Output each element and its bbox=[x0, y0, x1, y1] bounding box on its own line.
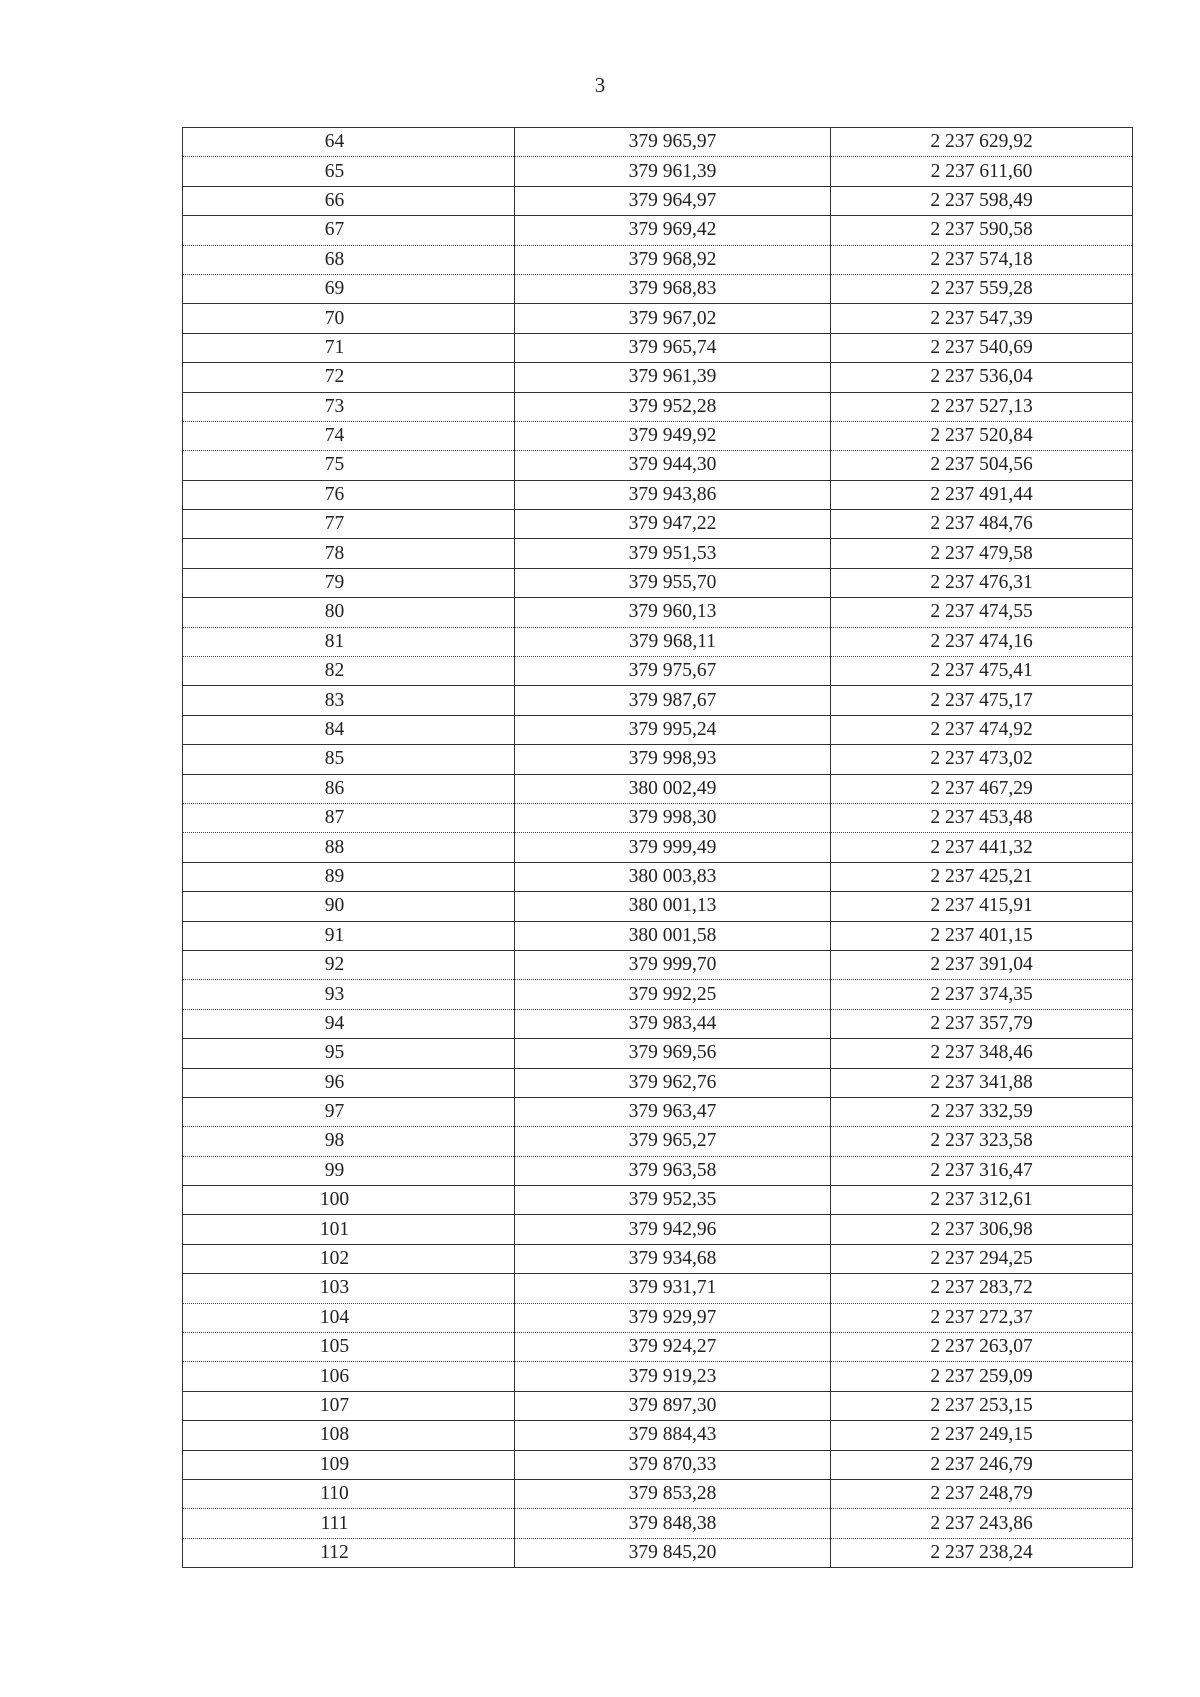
y-coordinate-cell: 2 237 323,58 bbox=[831, 1127, 1133, 1156]
table-row bbox=[183, 392, 1133, 421]
point-number-cell: 85 bbox=[183, 745, 515, 774]
y-coordinate-cell: 2 237 243,86 bbox=[831, 1509, 1133, 1538]
y-coordinate-cell: 2 237 479,58 bbox=[831, 539, 1133, 568]
point-number-cell: 104 bbox=[183, 1303, 515, 1332]
y-coordinate-cell: 2 237 283,72 bbox=[831, 1274, 1133, 1303]
x-coordinate-cell: 379 897,30 bbox=[515, 1391, 831, 1420]
table-row bbox=[183, 451, 1133, 480]
point-number-cell: 97 bbox=[183, 1097, 515, 1126]
point-number-cell: 109 bbox=[183, 1450, 515, 1479]
y-coordinate-cell: 2 237 474,92 bbox=[831, 715, 1133, 744]
y-coordinate-cell: 2 237 246,79 bbox=[831, 1450, 1133, 1479]
x-coordinate-cell: 379 924,27 bbox=[515, 1333, 831, 1362]
y-coordinate-cell: 2 237 415,91 bbox=[831, 892, 1133, 921]
table-row bbox=[183, 627, 1133, 656]
y-coordinate-cell: 2 237 629,92 bbox=[831, 128, 1133, 157]
y-coordinate-cell: 2 237 253,15 bbox=[831, 1391, 1133, 1420]
point-number-cell: 77 bbox=[183, 510, 515, 539]
y-coordinate-cell: 2 237 272,37 bbox=[831, 1303, 1133, 1332]
table-row bbox=[183, 1450, 1133, 1479]
y-coordinate-cell: 2 237 249,15 bbox=[831, 1421, 1133, 1450]
point-number-cell: 81 bbox=[183, 627, 515, 656]
table-row bbox=[183, 568, 1133, 597]
point-number-cell: 105 bbox=[183, 1333, 515, 1362]
y-coordinate-cell: 2 237 491,44 bbox=[831, 480, 1133, 509]
y-coordinate-cell: 2 237 391,04 bbox=[831, 950, 1133, 979]
table-row bbox=[183, 1303, 1133, 1332]
x-coordinate-cell: 379 931,71 bbox=[515, 1274, 831, 1303]
point-number-cell: 78 bbox=[183, 539, 515, 568]
x-coordinate-cell: 379 968,83 bbox=[515, 274, 831, 303]
point-number-cell: 64 bbox=[183, 128, 515, 157]
x-coordinate-cell: 379 952,35 bbox=[515, 1186, 831, 1215]
point-number-cell: 95 bbox=[183, 1039, 515, 1068]
x-coordinate-cell: 379 951,53 bbox=[515, 539, 831, 568]
x-coordinate-cell: 379 968,92 bbox=[515, 245, 831, 274]
table-row bbox=[183, 128, 1133, 157]
point-number-cell: 68 bbox=[183, 245, 515, 274]
x-coordinate-cell: 379 987,67 bbox=[515, 686, 831, 715]
table-row bbox=[183, 833, 1133, 862]
table-row bbox=[183, 657, 1133, 686]
x-coordinate-cell: 379 965,74 bbox=[515, 333, 831, 362]
x-coordinate-cell: 379 963,47 bbox=[515, 1097, 831, 1126]
point-number-cell: 108 bbox=[183, 1421, 515, 1450]
point-number-cell: 79 bbox=[183, 568, 515, 597]
x-coordinate-cell: 379 999,70 bbox=[515, 950, 831, 979]
coordinates-table bbox=[182, 127, 1133, 1568]
x-coordinate-cell: 379 962,76 bbox=[515, 1068, 831, 1097]
x-coordinate-cell: 379 848,38 bbox=[515, 1509, 831, 1538]
y-coordinate-cell: 2 237 453,48 bbox=[831, 803, 1133, 832]
table-row bbox=[183, 921, 1133, 950]
table-row bbox=[183, 333, 1133, 362]
table-row bbox=[183, 1156, 1133, 1185]
x-coordinate-cell: 379 961,39 bbox=[515, 157, 831, 186]
x-coordinate-cell: 379 947,22 bbox=[515, 510, 831, 539]
point-number-cell: 80 bbox=[183, 598, 515, 627]
page-number: 3 bbox=[594, 73, 606, 97]
point-number-cell: 82 bbox=[183, 657, 515, 686]
point-number-cell: 96 bbox=[183, 1068, 515, 1097]
x-coordinate-cell: 379 967,02 bbox=[515, 304, 831, 333]
x-coordinate-cell: 380 003,83 bbox=[515, 862, 831, 891]
x-coordinate-cell: 379 952,28 bbox=[515, 392, 831, 421]
table-row bbox=[183, 421, 1133, 450]
point-number-cell: 94 bbox=[183, 1009, 515, 1038]
y-coordinate-cell: 2 237 341,88 bbox=[831, 1068, 1133, 1097]
y-coordinate-cell: 2 237 248,79 bbox=[831, 1479, 1133, 1508]
y-coordinate-cell: 2 237 357,79 bbox=[831, 1009, 1133, 1038]
y-coordinate-cell: 2 237 474,55 bbox=[831, 598, 1133, 627]
table-row bbox=[183, 980, 1133, 1009]
x-coordinate-cell: 379 870,33 bbox=[515, 1450, 831, 1479]
point-number-cell: 72 bbox=[183, 363, 515, 392]
point-number-cell: 88 bbox=[183, 833, 515, 862]
x-coordinate-cell: 379 965,97 bbox=[515, 128, 831, 157]
table-row bbox=[183, 304, 1133, 333]
table-row bbox=[183, 539, 1133, 568]
x-coordinate-cell: 379 965,27 bbox=[515, 1127, 831, 1156]
point-number-cell: 112 bbox=[183, 1538, 515, 1567]
x-coordinate-cell: 379 975,67 bbox=[515, 657, 831, 686]
y-coordinate-cell: 2 237 540,69 bbox=[831, 333, 1133, 362]
x-coordinate-cell: 379 943,86 bbox=[515, 480, 831, 509]
point-number-cell: 93 bbox=[183, 980, 515, 1009]
table-row bbox=[183, 274, 1133, 303]
x-coordinate-cell: 379 853,28 bbox=[515, 1479, 831, 1508]
table-row bbox=[183, 950, 1133, 979]
x-coordinate-cell: 379 960,13 bbox=[515, 598, 831, 627]
table-row bbox=[183, 216, 1133, 245]
point-number-cell: 98 bbox=[183, 1127, 515, 1156]
table-row bbox=[183, 803, 1133, 832]
point-number-cell: 86 bbox=[183, 774, 515, 803]
point-number-cell: 70 bbox=[183, 304, 515, 333]
y-coordinate-cell: 2 237 484,76 bbox=[831, 510, 1133, 539]
x-coordinate-cell: 379 934,68 bbox=[515, 1244, 831, 1273]
x-coordinate-cell: 379 961,39 bbox=[515, 363, 831, 392]
x-coordinate-cell: 380 001,13 bbox=[515, 892, 831, 921]
table-row bbox=[183, 1009, 1133, 1038]
x-coordinate-cell: 379 969,56 bbox=[515, 1039, 831, 1068]
table-row bbox=[183, 1421, 1133, 1450]
x-coordinate-cell: 379 963,58 bbox=[515, 1156, 831, 1185]
x-coordinate-cell: 379 998,30 bbox=[515, 803, 831, 832]
y-coordinate-cell: 2 237 476,31 bbox=[831, 568, 1133, 597]
table-row bbox=[183, 1333, 1133, 1362]
y-coordinate-cell: 2 237 590,58 bbox=[831, 216, 1133, 245]
table-row bbox=[183, 1479, 1133, 1508]
point-number-cell: 110 bbox=[183, 1479, 515, 1508]
point-number-cell: 83 bbox=[183, 686, 515, 715]
x-coordinate-cell: 379 919,23 bbox=[515, 1362, 831, 1391]
point-number-cell: 71 bbox=[183, 333, 515, 362]
y-coordinate-cell: 2 237 559,28 bbox=[831, 274, 1133, 303]
y-coordinate-cell: 2 237 441,32 bbox=[831, 833, 1133, 862]
x-coordinate-cell: 379 999,49 bbox=[515, 833, 831, 862]
y-coordinate-cell: 2 237 263,07 bbox=[831, 1333, 1133, 1362]
table-row bbox=[183, 510, 1133, 539]
y-coordinate-cell: 2 237 401,15 bbox=[831, 921, 1133, 950]
x-coordinate-cell: 379 955,70 bbox=[515, 568, 831, 597]
point-number-cell: 101 bbox=[183, 1215, 515, 1244]
point-number-cell: 76 bbox=[183, 480, 515, 509]
x-coordinate-cell: 380 002,49 bbox=[515, 774, 831, 803]
x-coordinate-cell: 379 949,92 bbox=[515, 421, 831, 450]
y-coordinate-cell: 2 237 547,39 bbox=[831, 304, 1133, 333]
x-coordinate-cell: 379 992,25 bbox=[515, 980, 831, 1009]
point-number-cell: 99 bbox=[183, 1156, 515, 1185]
point-number-cell: 89 bbox=[183, 862, 515, 891]
y-coordinate-cell: 2 237 374,35 bbox=[831, 980, 1133, 1009]
y-coordinate-cell: 2 237 504,56 bbox=[831, 451, 1133, 480]
x-coordinate-cell: 379 884,43 bbox=[515, 1421, 831, 1450]
coordinates-table-body bbox=[183, 128, 1133, 1568]
x-coordinate-cell: 379 969,42 bbox=[515, 216, 831, 245]
table-row bbox=[183, 1215, 1133, 1244]
y-coordinate-cell: 2 237 520,84 bbox=[831, 421, 1133, 450]
table-row bbox=[183, 1244, 1133, 1273]
point-number-cell: 111 bbox=[183, 1509, 515, 1538]
table-row bbox=[183, 1127, 1133, 1156]
y-coordinate-cell: 2 237 473,02 bbox=[831, 745, 1133, 774]
x-coordinate-cell: 379 845,20 bbox=[515, 1538, 831, 1567]
y-coordinate-cell: 2 237 467,29 bbox=[831, 774, 1133, 803]
point-number-cell: 100 bbox=[183, 1186, 515, 1215]
point-number-cell: 74 bbox=[183, 421, 515, 450]
point-number-cell: 87 bbox=[183, 803, 515, 832]
point-number-cell: 75 bbox=[183, 451, 515, 480]
y-coordinate-cell: 2 237 312,61 bbox=[831, 1186, 1133, 1215]
point-number-cell: 73 bbox=[183, 392, 515, 421]
table-row bbox=[183, 715, 1133, 744]
table-row bbox=[183, 862, 1133, 891]
x-coordinate-cell: 379 998,93 bbox=[515, 745, 831, 774]
point-number-cell: 65 bbox=[183, 157, 515, 186]
y-coordinate-cell: 2 237 306,98 bbox=[831, 1215, 1133, 1244]
y-coordinate-cell: 2 237 574,18 bbox=[831, 245, 1133, 274]
y-coordinate-cell: 2 237 527,13 bbox=[831, 392, 1133, 421]
y-coordinate-cell: 2 237 475,17 bbox=[831, 686, 1133, 715]
y-coordinate-cell: 2 237 332,59 bbox=[831, 1097, 1133, 1126]
table-row bbox=[183, 1274, 1133, 1303]
y-coordinate-cell: 2 237 475,41 bbox=[831, 657, 1133, 686]
y-coordinate-cell: 2 237 348,46 bbox=[831, 1039, 1133, 1068]
point-number-cell: 91 bbox=[183, 921, 515, 950]
point-number-cell: 66 bbox=[183, 186, 515, 215]
x-coordinate-cell: 379 968,11 bbox=[515, 627, 831, 656]
point-number-cell: 103 bbox=[183, 1274, 515, 1303]
table-row bbox=[183, 157, 1133, 186]
table-row bbox=[183, 1039, 1133, 1068]
table-row bbox=[183, 1391, 1133, 1420]
table-row bbox=[183, 1538, 1133, 1567]
table-row bbox=[183, 1362, 1133, 1391]
point-number-cell: 90 bbox=[183, 892, 515, 921]
table-row bbox=[183, 1186, 1133, 1215]
table-row bbox=[183, 480, 1133, 509]
point-number-cell: 92 bbox=[183, 950, 515, 979]
y-coordinate-cell: 2 237 611,60 bbox=[831, 157, 1133, 186]
x-coordinate-cell: 379 995,24 bbox=[515, 715, 831, 744]
table-row bbox=[183, 1509, 1133, 1538]
x-coordinate-cell: 379 929,97 bbox=[515, 1303, 831, 1332]
point-number-cell: 84 bbox=[183, 715, 515, 744]
table-row bbox=[183, 774, 1133, 803]
y-coordinate-cell: 2 237 238,24 bbox=[831, 1538, 1133, 1567]
point-number-cell: 102 bbox=[183, 1244, 515, 1273]
y-coordinate-cell: 2 237 598,49 bbox=[831, 186, 1133, 215]
table-row bbox=[183, 1068, 1133, 1097]
table-row bbox=[183, 186, 1133, 215]
point-number-cell: 67 bbox=[183, 216, 515, 245]
y-coordinate-cell: 2 237 259,09 bbox=[831, 1362, 1133, 1391]
table-row bbox=[183, 245, 1133, 274]
point-number-cell: 107 bbox=[183, 1391, 515, 1420]
y-coordinate-cell: 2 237 474,16 bbox=[831, 627, 1133, 656]
y-coordinate-cell: 2 237 536,04 bbox=[831, 363, 1133, 392]
x-coordinate-cell: 379 983,44 bbox=[515, 1009, 831, 1038]
point-number-cell: 106 bbox=[183, 1362, 515, 1391]
table-row bbox=[183, 745, 1133, 774]
table-row bbox=[183, 1097, 1133, 1126]
y-coordinate-cell: 2 237 294,25 bbox=[831, 1244, 1133, 1273]
x-coordinate-cell: 379 942,96 bbox=[515, 1215, 831, 1244]
x-coordinate-cell: 380 001,58 bbox=[515, 921, 831, 950]
table-row bbox=[183, 363, 1133, 392]
y-coordinate-cell: 2 237 425,21 bbox=[831, 862, 1133, 891]
y-coordinate-cell: 2 237 316,47 bbox=[831, 1156, 1133, 1185]
point-number-cell: 69 bbox=[183, 274, 515, 303]
table-row bbox=[183, 686, 1133, 715]
x-coordinate-cell: 379 964,97 bbox=[515, 186, 831, 215]
table-row bbox=[183, 598, 1133, 627]
table-row bbox=[183, 892, 1133, 921]
x-coordinate-cell: 379 944,30 bbox=[515, 451, 831, 480]
